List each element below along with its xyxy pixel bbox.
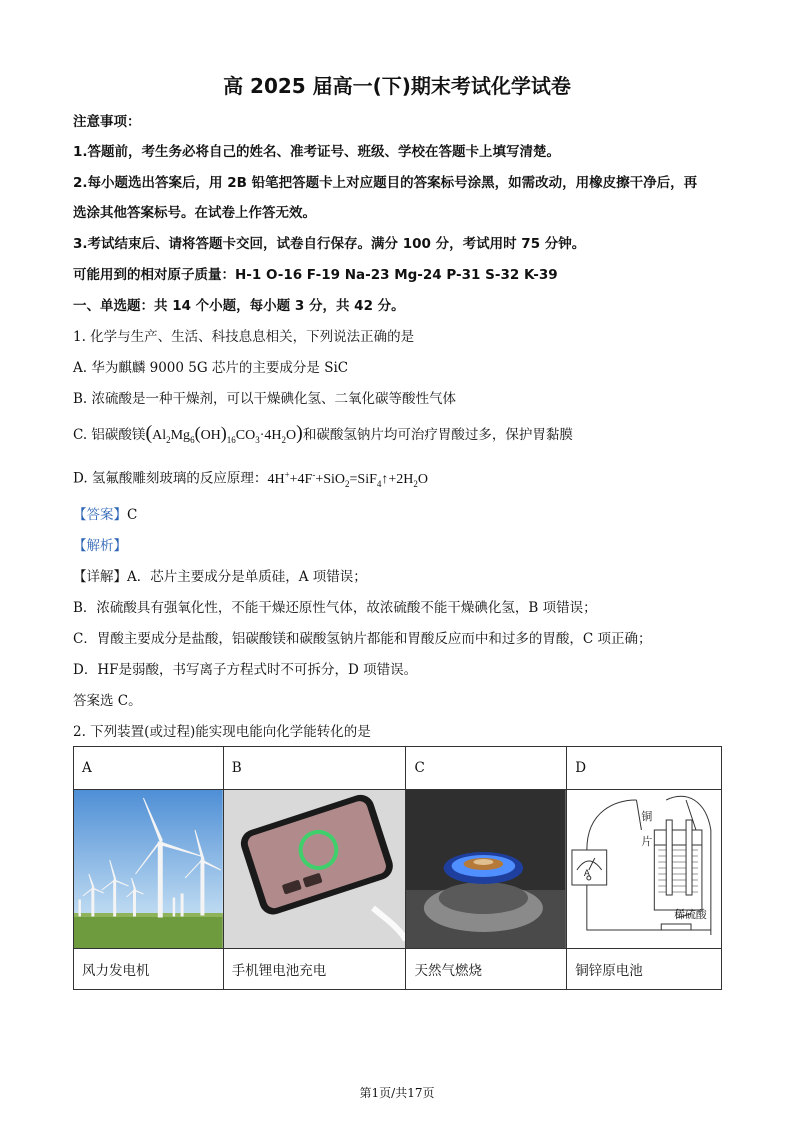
caption-d: 铜锌原电池 <box>567 949 722 990</box>
ammeter-label: A <box>584 868 591 880</box>
gas-flame-picture <box>406 790 566 948</box>
q1-stem: 1. 化学与生产、生活、科技息息相关，下列说法正确的是 <box>73 329 415 345</box>
notice-item-1: 1.答题前，考生务必将自己的姓名、准考证号、班级、学校在答题卡上填写清楚。 <box>73 144 561 160</box>
galvanic-cell-diagram <box>567 790 721 948</box>
notice-item-2a: 2.每小题选出答案后，用 2B 铅笔把答题卡上对应题目的答案标号涂黑，如需改动，用橡皮擦干净后，再 <box>73 175 698 191</box>
header-c: C <box>406 747 567 790</box>
q2-stem: 2. 下列装置(或过程)能实现电能向化学能转化的是 <box>73 724 371 740</box>
q1-option-a: A. 华为麒麟 9000 5G 芯片的主要成分是 SiC <box>73 360 349 376</box>
notice-item-3: 3.考试结束后、请将答题卡交回，试卷自行保存。满分 100 分，考试用时 75 分钟。 <box>73 236 586 252</box>
wind-turbine-image <box>74 790 224 949</box>
acid-label: 稀硫酸 <box>674 907 708 922</box>
detail-a <box>73 568 367 586</box>
analysis-tag: 【解析】 <box>73 538 127 554</box>
notice-item-2b: 选涂其他答案标号。在试卷上作答无效。 <box>73 205 316 221</box>
formula-al-mg-carbonate: $(Al_2Mg_6(OH)_{16}CO_3\cdot 4H_2O)$ <box>145 422 303 445</box>
gas-flame-image <box>406 790 567 949</box>
section-heading: 一、单选题：共 14 个小题，每小题 3 分，共 42 分。 <box>73 298 405 314</box>
wind-turbine-picture <box>74 790 223 948</box>
formula-hf-reaction: $4H^++4F^-+SiO_2=SiF_4↑+2H_2O$ <box>267 469 429 489</box>
detail-d: D．HF是弱酸，书写离子方程式时不可拆分，D 项错误。 <box>73 662 418 678</box>
header-a: A <box>74 747 224 790</box>
phone-charging-image <box>223 790 406 949</box>
answer-tag: 【答案】 <box>73 507 127 523</box>
header-b: B <box>223 747 406 790</box>
detail-tag: 【详解】 <box>73 569 127 585</box>
q1-option-b: B. 浓硫酸是一种干燥剂，可以干燥碘化氢、二氧化碳等酸性气体 <box>73 391 457 407</box>
caption-b: 手机锂电池充电 <box>223 949 406 990</box>
notice-heading: 注意事项： <box>73 114 141 130</box>
q1-option-d-prefix: D. 氢氟酸雕刻玻璃的反应原理： <box>73 470 268 487</box>
q1-option-c <box>73 424 573 449</box>
header-d: D <box>567 747 722 790</box>
caption-a: 风力发电机 <box>74 949 224 990</box>
q1-option-c-prefix: C. 铝碳酸镁 <box>73 427 146 443</box>
detail-b: B．浓硫酸具有强氧化性，不能干燥还原性气体，故浓硫酸不能干燥碘化氢，B 项错误； <box>73 600 597 616</box>
phone-charging-picture <box>224 790 406 948</box>
cu-zn-cell-diagram <box>567 790 722 949</box>
caption-c: 天然气燃烧 <box>406 949 567 990</box>
answer-value: C <box>127 507 138 523</box>
conclusion: 答案选 C。 <box>73 693 142 709</box>
q1-option-c-suffix: 和碳酸氢钠片均可治疗胃酸过多，保护胃黏膜 <box>302 427 573 443</box>
page-footer: 第1页/共17页 <box>359 1086 435 1100</box>
detail-a-text: A．芯片主要成分是单质硅，A 项错误； <box>127 569 367 585</box>
q1-option-d <box>73 465 428 492</box>
copper-label: 铜 <box>641 809 653 824</box>
atomic-masses: 可能用到的相对原子质量：H-1 O-16 F-19 Na-23 Mg-24 P-31 S-32 K-39 <box>73 267 558 283</box>
detail-c: C．胃酸主要成分是盐酸，铝碳酸镁和碳酸氢钠片都能和胃酸反应而中和过多的胃酸，C 项正确； <box>73 631 652 647</box>
piece-label: 片 <box>641 834 653 849</box>
q2-options-table <box>73 746 722 990</box>
exam-title: 高 2025 届高一(下)期末考试化学试卷 <box>223 74 571 98</box>
q1-answer <box>73 506 137 524</box>
